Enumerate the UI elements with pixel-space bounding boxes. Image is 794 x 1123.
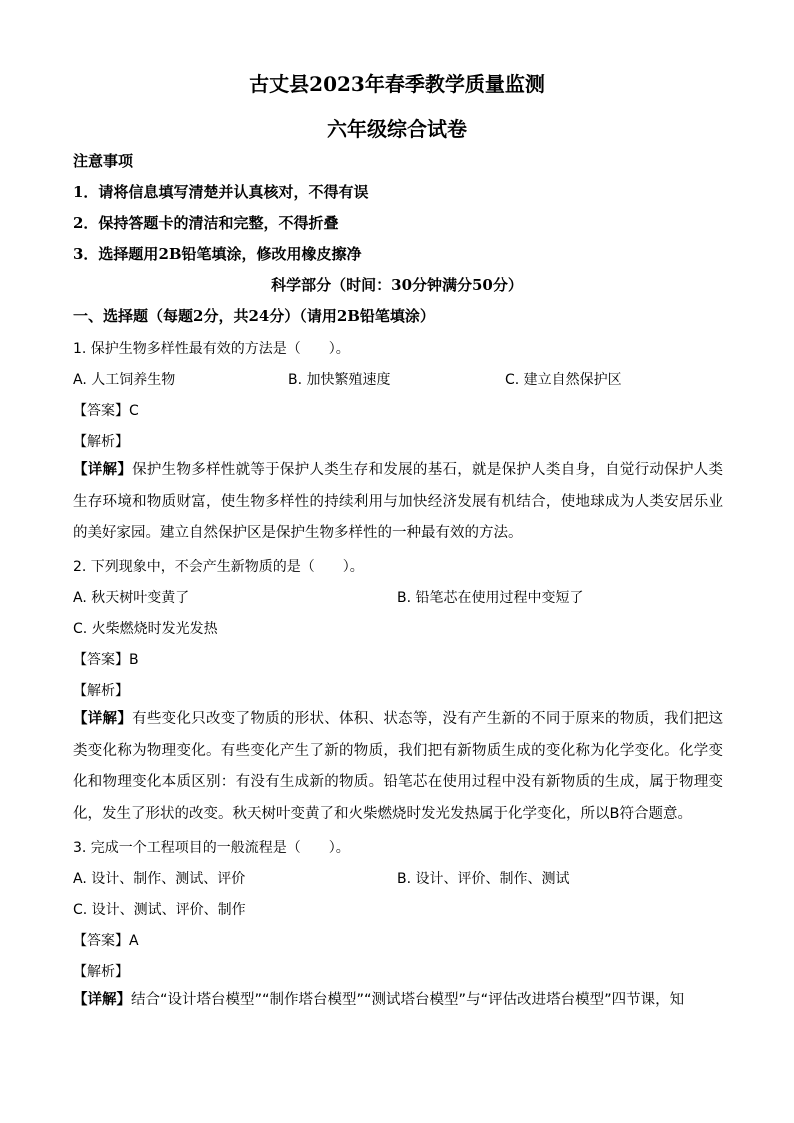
question-option: B. 设计、评价、制作、测试 (397, 871, 570, 887)
detail-paragraph (73, 985, 723, 1017)
question-option: A. 秋天树叶变黄了 (73, 590, 190, 606)
detail-text: 结合“设计塔台模型”“制作塔台模型”“测试塔台模型”与“评估改进塔台模型”四节课，知 (131, 992, 685, 1008)
question-stem: 3. 完成一个工程项目的一般流程是（ ）。 (73, 840, 350, 856)
note-item: 3．选择题用2B铅笔填涂，修改用橡皮擦净 (73, 245, 362, 263)
answer-label: 【答案】C (73, 403, 139, 419)
question-option: B. 加快繁殖速度 (288, 372, 391, 388)
question-option: C. 设计、测试、评价、制作 (73, 902, 246, 918)
analysis-label: 【解析】 (73, 434, 129, 450)
question-option: C. 建立自然保护区 (505, 372, 622, 388)
question-stem: 1. 保护生物多样性最有效的方法是（ ）。 (73, 341, 350, 357)
exam-title: 古丈县2023年春季教学质量监测 (249, 72, 545, 96)
question-option: A. 人工饲养生物 (73, 372, 176, 388)
question-stem: 2. 下列现象中，不会产生新物质的是（ ）。 (73, 559, 364, 575)
notes-heading: 注意事项 (73, 152, 134, 170)
exam-subtitle: 六年级综合试卷 (327, 117, 467, 141)
answer-label: 【答案】B (73, 652, 139, 668)
answer-label: 【答案】A (73, 933, 139, 949)
detail-paragraph (73, 455, 723, 550)
section-part: 科学部分（时间：30分钟满分50分） (271, 276, 523, 294)
note-item: 2．保持答题卡的清洁和完整，不得折叠 (73, 214, 339, 232)
analysis-label: 【解析】 (73, 683, 129, 699)
question-option: A. 设计、制作、测试、评价 (73, 871, 246, 887)
question-option: C. 火柴燃烧时发光发热 (73, 621, 218, 637)
detail-tag: 【详解】 (73, 711, 133, 727)
question-option: B. 铅笔芯在使用过程中变短了 (397, 590, 584, 606)
detail-tag: 【详解】 (73, 462, 133, 478)
note-item: 1．请将信息填写清楚并认真核对，不得有误 (73, 183, 369, 201)
detail-text: 有些变化只改变了物质的形状、体积、状态等，没有产生新的不同于原来的物质，我们把这类变化称为物理变化。有些变化产生了新的物质，我们把有新物质生成的变化称为化学变化。化学变化和物理变化本质区别：有没有生成新的物质。铅笔芯在使用过程中没有新物质的生成，属于物理变化，发生了形状的改变。秋天树叶变黄了和火柴燃烧时发光发热属于化学变化，所以B符合题意。 (73, 711, 724, 822)
analysis-label: 【解析】 (73, 964, 129, 980)
detail-tag: 【详解】 (73, 992, 131, 1008)
detail-paragraph (73, 704, 723, 830)
section-heading: 一、选择题（每题2分，共24分）（请用2B铅笔填涂） (73, 307, 435, 325)
detail-text: 保护生物多样性就等于保护人类生存和发展的基石，就是保护人类自身，自觉行动保护人类生存环境和物质财富，使生物多样性的持续利用与加快经济发展有机结合，使地球成为人类安居乐业的美好家园。建立自然保护区是保护生物多样性的一种最有效的方法。 (73, 462, 724, 541)
